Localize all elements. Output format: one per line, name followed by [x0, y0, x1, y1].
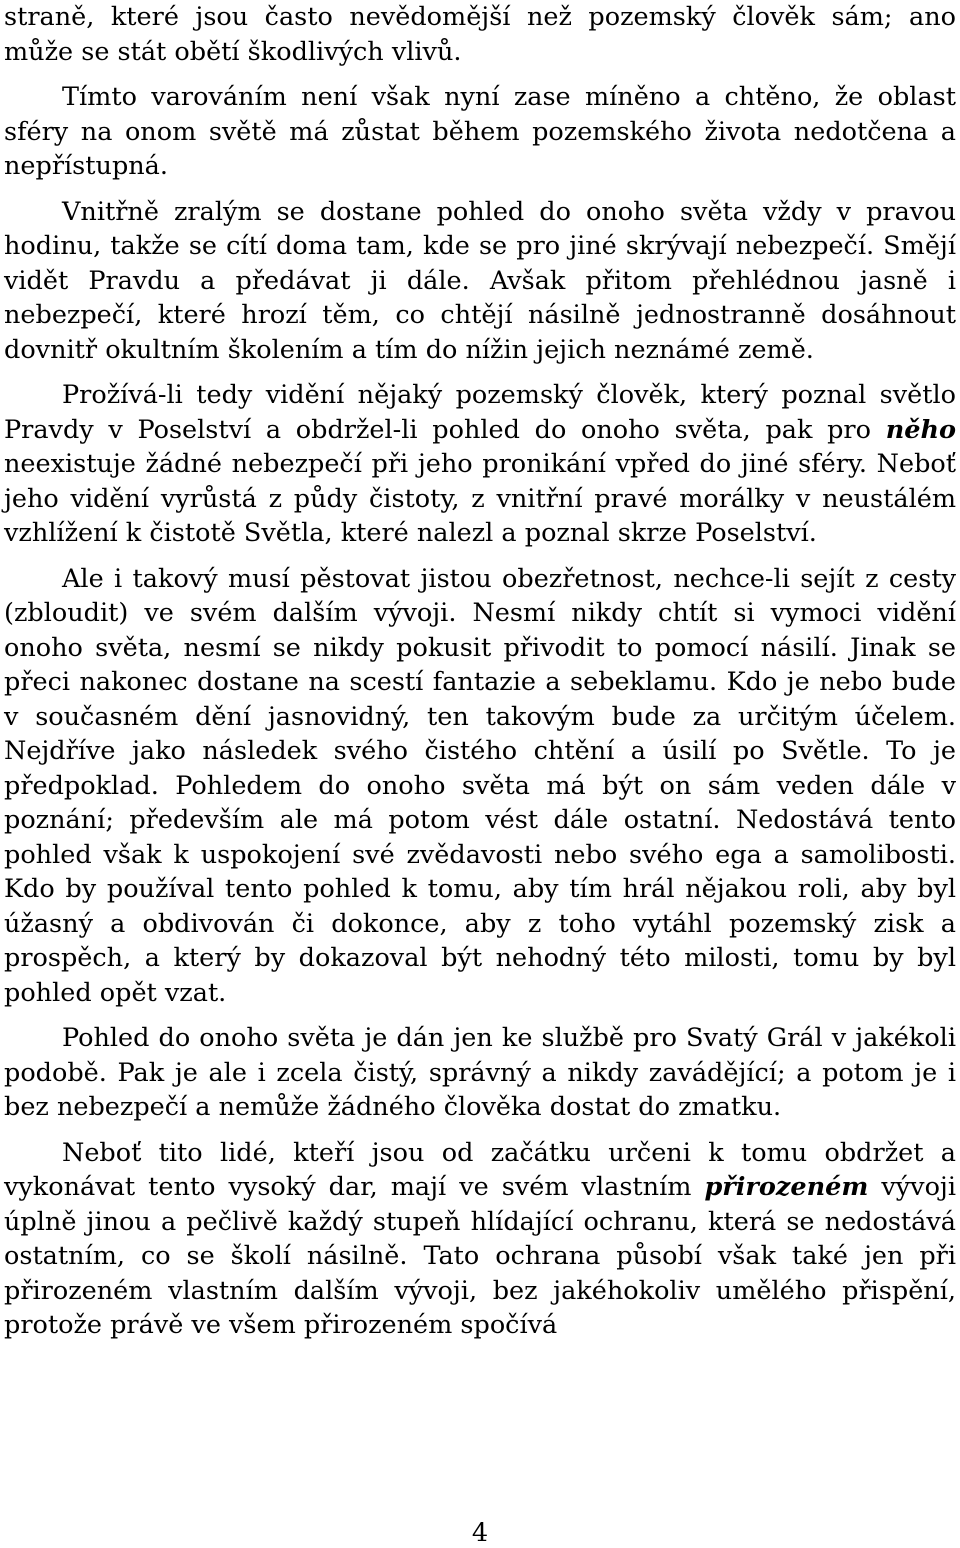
paragraph-text: Ale i takový musí pěstovat jistou obezřetnost, nechce-li sejít z cesty (zbloudit) ve svém dalším vývoji. Nesmí nikdy chtít si vymoci vidění onoho světa, nesmí se nikdy pokusit přivodit to pomocí násilí. Jinak se přeci nakonec dostane na scestí fantazie a sebeklamu. Kdo je nebo bude v současném dění jasnovidný, ten takovým bude za určitým účelem. Nejdříve jako následek svého čistého chtění a úsilí po Světle. To je předpoklad. Pohledem do onoho světa má být on sám veden dále v poznání; především ale má potom vést dále ostatní. Nedostává tento pohled však k uspokojení své zvědavosti nebo svého ega a samolibosti. Kdo by používal tento pohled k tomu, aby tím hrál nějakou roli, aby byl úžasný a obdivován či dokonce, aby z toho vytáhl pozemský zisk a prospěch, a který by dokazoval být nehodný této milosti, tomu by byl pohled opět vzat. — [4, 563, 956, 1008]
paragraph-text: straně, které jsou často nevědomější než pozemský člověk sám; ano může se stát obětí škodlivých vlivů. — [4, 2, 956, 67]
page-number: 4 — [471, 1518, 489, 1548]
paragraph — [4, 1136, 956, 1343]
paragraph — [4, 195, 956, 368]
paragraph — [4, 80, 956, 184]
paragraph-text: Prožívá-li tedy vidění nějaký pozemský člověk, který poznal světlo Pravdy v Poselství a obdržel-li pohled do onoho světa, pak pro — [4, 380, 956, 445]
paragraph-text: Vnitřně zralým se dostane pohled do onoho světa vždy v pravou hodinu, takže se cítí doma tam, kde se pro jiné skrývají nebezpečí. Smějí vidět Pravdu a předávat ji dále. Avšak přitom přehlédnou jasně i nebezpečí, které hrozí těm, co chtějí násilně jednostranně dosáhnout dovnitř okultním školením a tím do nížin jejich neznámé země. — [4, 196, 956, 365]
paragraph-text: vývoji úplně jinou a pečlivě každý stupeň hlídající ochranu, která se nedostává ostatním, co se školí násilně. Tato ochrana působí však také jen při přirozeném vlastním dalším vývoji, bez jakéhokoliv umělého přispění, protože právě ve všem přirozeném spočívá — [4, 1172, 956, 1340]
paragraph — [4, 0, 956, 69]
emphasized-text: přirozeném — [704, 1172, 869, 1202]
paragraph-text: Tímto varováním není však nyní zase míněno a chtěno, že oblast sféry na onom světě má zůstat během pozemského života nedotčena a nepřístupná. — [4, 82, 956, 181]
emphasized-text: něho — [885, 414, 956, 445]
paragraph-text: neexistuje žádné nebezpečí při jeho pronikání vpřed do jiné sféry. Neboť jeho vidění vyrůstá z půdy čistoty, z vnitřní pravé morálky v neustálém vzhlížení k čistotě Světla, které nalezl a poznal skrze Poselství. — [4, 449, 956, 548]
paragraph — [4, 1021, 956, 1125]
paragraph-text: Neboť tito lidé, kteří jsou od začátku určeni k tomu obdržet a vykonávat tento vysoký dar, mají ve svém vlastním — [4, 1137, 956, 1202]
paragraph — [4, 562, 956, 1011]
paragraph-text: Pohled do onoho světa je dán jen ke službě pro Svatý Grál v jakékoli podobě. Pak je ale i zcela čistý, správný a nikdy zavádějící; a potom je i bez nebezpečí a nemůže žádného člověka dostat do zmatku. — [4, 1023, 956, 1122]
paragraph — [4, 378, 956, 551]
